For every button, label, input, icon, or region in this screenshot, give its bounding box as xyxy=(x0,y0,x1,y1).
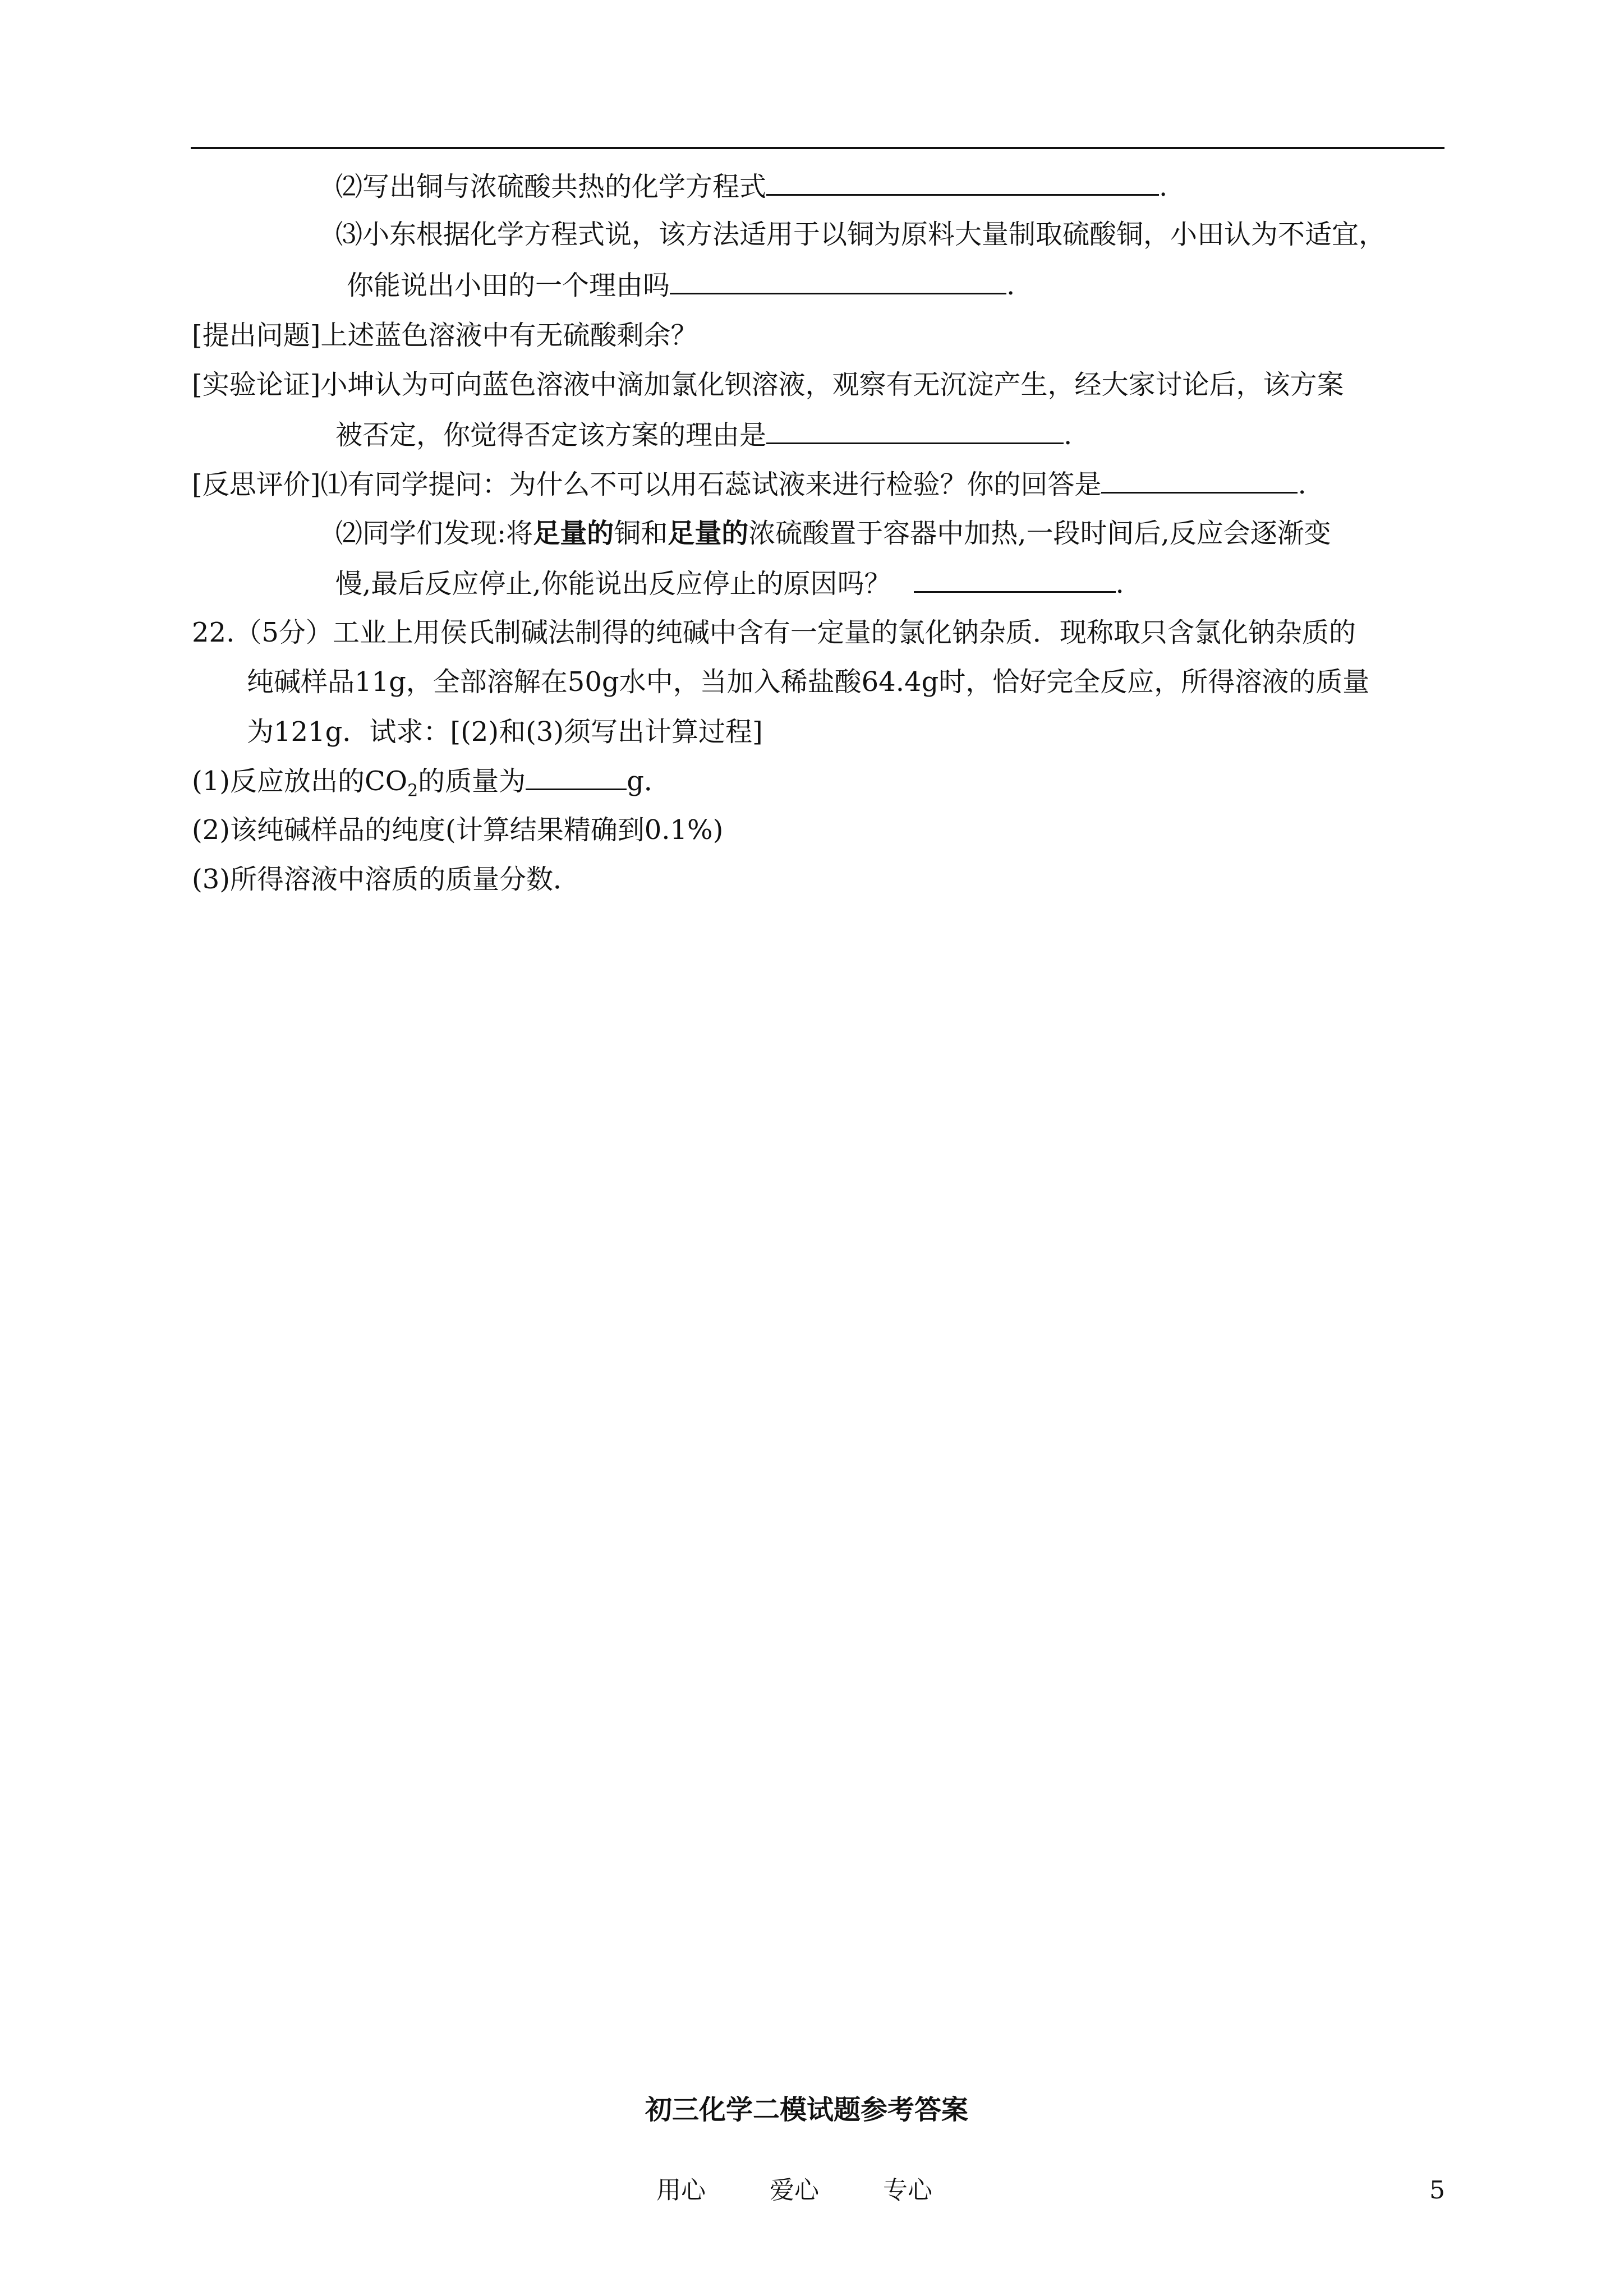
reflect-line1 xyxy=(192,467,1306,501)
header-rule xyxy=(191,147,1444,149)
q22-sub2: (2)该纯碱样品的纯度(计算结果精确到0.1%) xyxy=(192,814,724,846)
page-number: 5 xyxy=(1429,2176,1445,2205)
reflect2-bold-1: 足量的 xyxy=(533,518,614,549)
answer-blank[interactable] xyxy=(914,566,1116,593)
answer-blank[interactable] xyxy=(1101,467,1298,494)
answer-blank[interactable] xyxy=(670,268,1006,294)
q21-part2-text: ⑵写出铜与浓硫酸共热的化学方程式 xyxy=(335,171,767,202)
answer-key-title: 初三化学二模试题参考答案 xyxy=(645,2094,969,2126)
q22-sub1-unit: g． xyxy=(627,766,671,797)
reflect2-bold-2: 足量的 xyxy=(668,518,749,549)
q21-part3-line1: ⑶小东根据化学方程式说，该方法适用于以铜为原料大量制取硫酸铜，小田认为不适宜， xyxy=(335,219,1386,250)
reflect2-text-a: ⑵同学们发现:将 xyxy=(335,518,533,549)
reflect2-text: 慢,最后反应停止,你能说出反应停止的原因吗？ xyxy=(335,568,891,600)
q22-sub3: (3)所得溶液中溶质的质量分数． xyxy=(192,864,580,895)
q22-sub1-mid: 的质量为 xyxy=(418,766,526,797)
period: . xyxy=(1064,419,1073,451)
period: . xyxy=(1298,469,1306,500)
q22-line2: 纯碱样品11g，全部溶解在50g水中，当加入稀盐酸64.4g时，恰好完全反应，所得溶液的质量 xyxy=(247,666,1370,698)
q21-part3-text: 你能说出小田的一个理由吗 xyxy=(347,270,670,301)
period: . xyxy=(1159,171,1168,202)
q22-sub1 xyxy=(192,764,671,801)
reflect2-text-b: 铜和 xyxy=(614,518,668,549)
reflect2-line1 xyxy=(335,517,1331,550)
footer-motto-3: 专心 xyxy=(883,2176,932,2205)
reflect2-text-c: 浓硫酸置于容器中加热,一段时间后,反应会逐渐变 xyxy=(748,518,1331,549)
verify-line2 xyxy=(335,418,1072,452)
q22-line1: 22.（5分）工业上用侯氏制碱法制得的纯碱中含有一定量的氯化钠杂质．现称取只含氯化钠杂质的 xyxy=(192,617,1356,648)
co2-subscript: 2 xyxy=(407,781,418,801)
q21-part3-line2 xyxy=(347,268,1015,302)
ask-question-line: [提出问题]上述蓝色溶液中有无硫酸剩余？ xyxy=(192,320,698,351)
reflect-text: [反思评价]⑴有同学提问：为什么不可以用石蕊试液来进行检验？你的回答是 xyxy=(192,469,1102,500)
period: . xyxy=(1006,270,1015,301)
footer-motto-2: 爱心 xyxy=(770,2176,819,2205)
verify-line1: [实验论证]小坤认为可向蓝色溶液中滴加氯化钡溶液，观察有无沉淀产生，经大家讨论后，该方案 xyxy=(192,369,1344,400)
q22-line3: 为121g．试求：[(2)和(3)须写出计算过程] xyxy=(247,716,763,748)
q21-part2-line xyxy=(335,169,1167,204)
footer-motto-1: 用心 xyxy=(656,2176,706,2205)
q22-sub1-prefix: (1)反应放出的CO xyxy=(192,766,408,797)
period: . xyxy=(1115,568,1124,600)
answer-blank[interactable] xyxy=(766,169,1159,196)
reflect2-line2 xyxy=(335,566,1124,601)
answer-blank[interactable] xyxy=(526,764,627,790)
answer-blank[interactable] xyxy=(766,418,1064,444)
verify-text: 被否定，你觉得否定该方案的理由是 xyxy=(335,419,767,451)
